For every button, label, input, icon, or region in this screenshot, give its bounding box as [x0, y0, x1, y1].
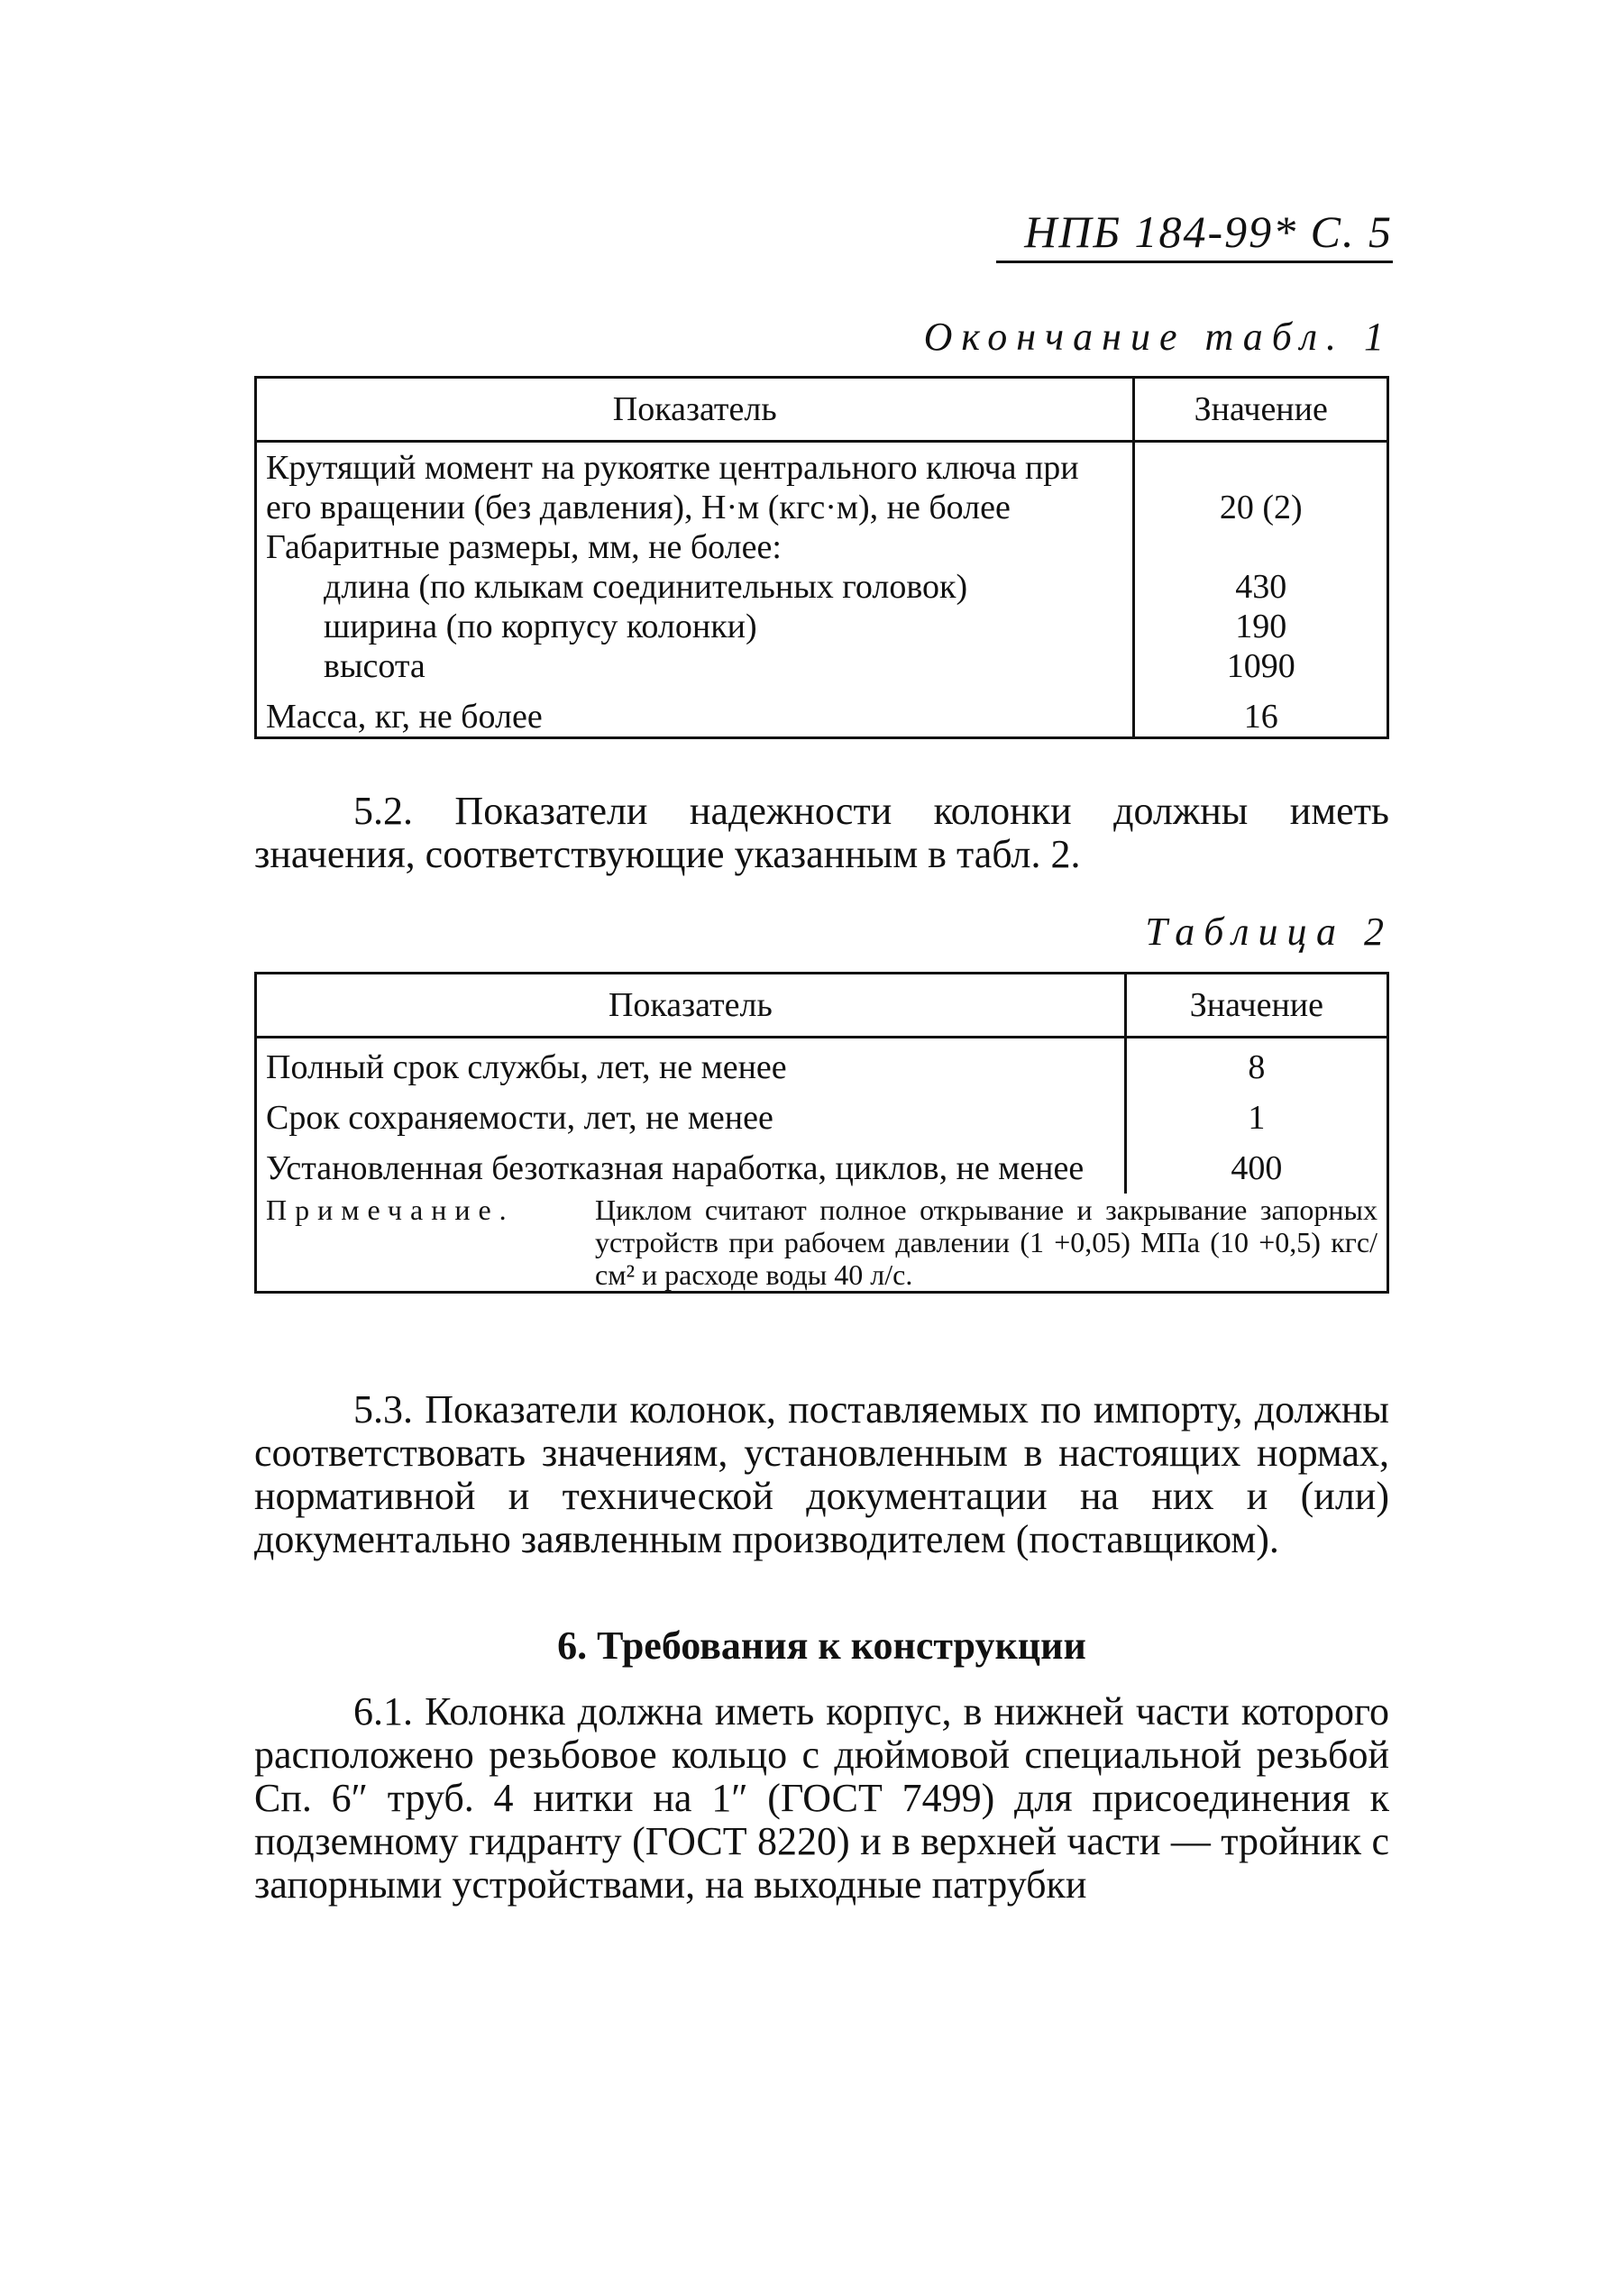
running-head-rule — [996, 261, 1393, 263]
table2-cell-value: 1 — [1125, 1093, 1387, 1143]
paragraph-6-1: 6.1. Колонка должна иметь корпус, в нижней части которого расположено резьбовое кольцо с дюймовой специальной резьбой Сп. 6″ труб. 4 нитки на 1″ (ГОСТ 7499) для присоединения к подземному гидранту (ГОСТ 8220) и в верхней части — тройник с запорными устройствами, на выходные патрубки — [254, 1689, 1389, 1907]
running-head-text: НПБ 184-99* С. 5 — [1024, 206, 1393, 257]
table2-cell-label: Установленная безотказная наработка, циклов, не менее — [256, 1143, 1126, 1194]
table1-cell-label: Крутящий момент на рукоятке центрального ключа при его вращении (без давления), Н·м (кгс·м), не более — [256, 442, 1134, 528]
running-head — [996, 206, 1393, 258]
table1-header-indicator: Показатель — [256, 378, 1134, 442]
table1-cell-value: 430 — [1134, 567, 1388, 607]
table2-note-row — [256, 1194, 1388, 1293]
table-row — [256, 527, 1388, 567]
table-row — [256, 646, 1388, 686]
table2-cell-label: Полный срок службы, лет, не менее — [256, 1038, 1126, 1093]
paragraph-5-2: 5.2. Показатели надежности колонки должны иметь значения, соответствующие указанным в табл. 2. — [254, 789, 1389, 876]
table2-note-text: Циклом считают полное открывание и закрывание запорных устройств при рабочем давлении (1 +0,05) МПа (10 +0,5) кгс/см² и расходе воды 40 л/с. — [595, 1194, 1377, 1291]
table-row — [256, 567, 1388, 607]
table1-cell-label: Масса, кг, не более — [256, 686, 1134, 738]
table1-cell-label: длина (по клыкам соединительных головок) — [256, 567, 1134, 607]
table1-cell-value: 16 — [1134, 686, 1388, 738]
section-6-title: 6. Требования к конструкции — [557, 1624, 1086, 1668]
table1-cell-value: 1090 — [1134, 646, 1388, 686]
table1-cell-value: 20 (2) — [1134, 442, 1388, 528]
paragraph-5-3: 5.3. Показатели колонок, поставляемых по импорту, должны соответствовать значениям, установленным в настоящих нормах, нормативной и технической документации на них и (или) документально заявленным производителем (поставщиком). — [254, 1387, 1389, 1561]
table-row — [256, 442, 1388, 528]
table2-cell-value: 8 — [1125, 1038, 1387, 1093]
table1-cell-value — [1134, 527, 1388, 567]
table-row — [256, 607, 1388, 646]
table1-caption: Окончание табл. 1 — [923, 315, 1393, 359]
table-row — [256, 1038, 1388, 1093]
table1-cell-label: высота — [256, 646, 1134, 686]
table1-cell-label: ширина (по корпусу колонки) — [256, 607, 1134, 646]
table2-note — [256, 1194, 1388, 1293]
table1-header-row — [256, 378, 1388, 442]
table1 — [254, 376, 1389, 739]
table2 — [254, 972, 1389, 1294]
table2-caption: Таблица 2 — [1145, 910, 1393, 954]
table1-cell-label: Габаритные размеры, мм, не более: — [256, 527, 1134, 567]
table-row — [256, 1093, 1388, 1143]
table-row — [256, 1143, 1388, 1194]
table2-note-label: Примечание. — [266, 1194, 515, 1226]
table2-header-row — [256, 974, 1388, 1038]
table1-cell-value: 190 — [1134, 607, 1388, 646]
table2-cell-label: Срок сохраняемости, лет, не менее — [256, 1093, 1126, 1143]
table2-header-value: Значение — [1125, 974, 1387, 1038]
table2-cell-value: 400 — [1125, 1143, 1387, 1194]
table-row — [256, 686, 1388, 738]
table2-header-indicator: Показатель — [256, 974, 1126, 1038]
table1-header-value: Значение — [1134, 378, 1388, 442]
